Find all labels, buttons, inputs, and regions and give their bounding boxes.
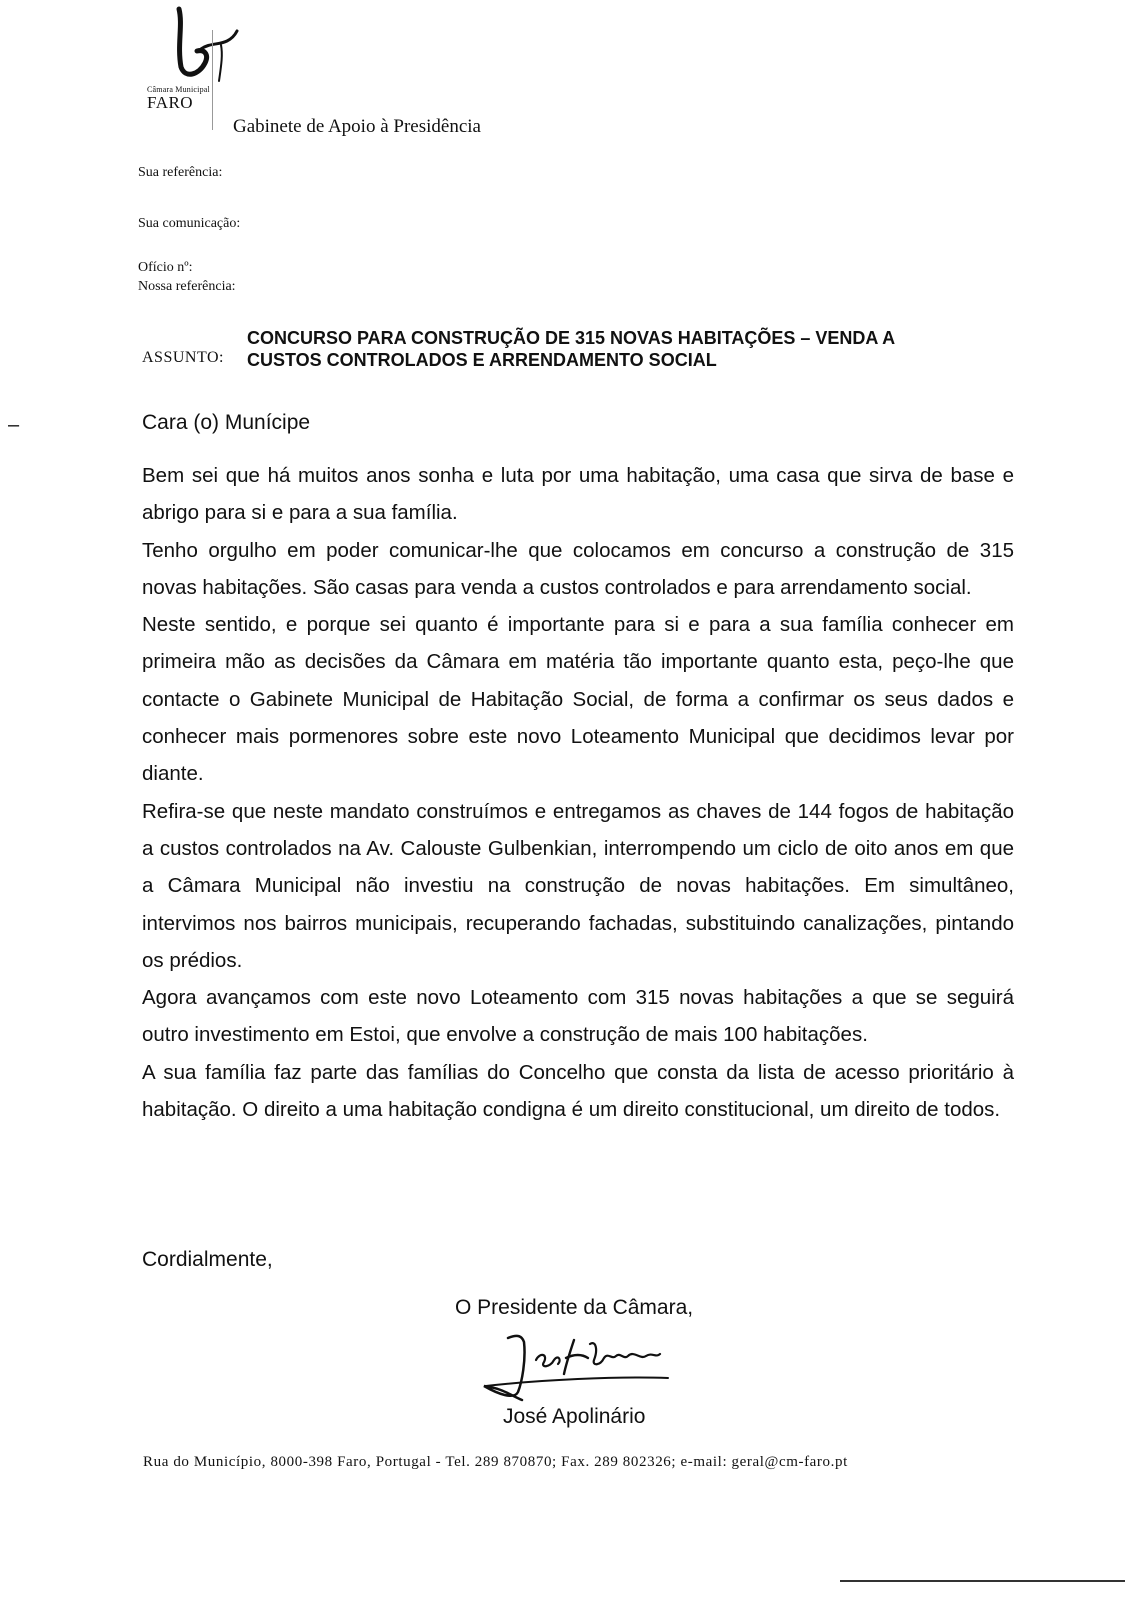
body-paragraph-6: A sua família faz parte das famílias do Concelho que consta da lista de acesso prioritário à habitação. O direito a uma habitação condigna é um direito constitucional, um direito de todos.: [142, 1060, 1014, 1122]
body-paragraph-2: Tenho orgulho em poder comunicar-lhe que colocamos em concurso a construção de 315 novas habitações. São casas para venda a custos controlados e para arrendamento social.: [142, 538, 1014, 599]
municipal-logo: [135, 5, 245, 130]
letterhead-divider: [212, 30, 213, 130]
subject-line-1: CONCURSO PARA CONSTRUÇÃO DE 315 NOVAS HABITAÇÕES – VENDA A: [247, 328, 896, 348]
logo-caption: Câmara Municipal: [147, 85, 210, 94]
scan-artifact-line: [840, 1580, 1125, 1582]
salutation: Cara (o) Munícipe: [142, 411, 311, 434]
body-paragraph-1: Bem sei que há muitos anos sonha e luta por uma habitação, uma casa que sirva de base e abrigo para si e para a sua família.: [142, 464, 1014, 525]
logo-city: FARO: [147, 93, 194, 112]
sua-comunicacao-label: Sua comunicação:: [138, 216, 241, 231]
signatory-name: José Apolinário: [503, 1405, 646, 1428]
handwritten-signature: [478, 1330, 688, 1408]
sua-referencia-label: Sua referência:: [138, 165, 223, 180]
subject-label: ASSUNTO:: [142, 349, 224, 366]
body-paragraph-3: Neste sentido, e porque sei quanto é importante para si e para a sua família conhecer em primeira mão as decisões da Câmara em matéria tão importante quanto esta, peço-lhe que contacte o Gabinete Municipal de Habitação Social, de forma a confirmar os seus dados e conhecer mais pormenores sobre este novo Loteamento Municipal que decidimos levar por diante.: [142, 613, 1014, 786]
body-paragraph-5: Agora avançamos com este novo Loteamento com 315 novas habitações a que se seguirá outro investimento em Estoi, que envolve a construção de mais 100 habitações.: [142, 986, 1014, 1047]
office-name: Gabinete de Apoio à Presidência: [233, 116, 481, 137]
signatory-role: O Presidente da Câmara,: [455, 1296, 694, 1319]
closing: Cordialmente,: [142, 1248, 273, 1271]
letter-body: [142, 457, 1014, 1128]
margin-mark: –: [8, 414, 20, 436]
subject-line-2: CUSTOS CONTROLADOS E ARRENDAMENTO SOCIAL: [247, 350, 717, 370]
body-paragraph-4: Refira-se que neste mandato construímos e entregamos as chaves de 144 fogos de habitação a custos controlados na Av. Calouste Gulbenkian, interrompendo um ciclo de oito anos em que a Câmara Municipal não investiu na construção de novas habitações. Em simultâneo, intervimos nos bairros municipais, recuperando fachadas, substituindo canalizações, pintando os prédios.: [142, 799, 1014, 972]
nossa-referencia-label: Nossa referência:: [138, 279, 236, 294]
oficio-label: Ofício nº:: [138, 260, 193, 275]
faro-emblem-icon: [165, 5, 245, 85]
letter-footer: Rua do Município, 8000-398 Faro, Portugal - Tel. 289 870870; Fax. 289 802326; e-mail: geral@cm-faro.pt: [143, 1454, 848, 1470]
